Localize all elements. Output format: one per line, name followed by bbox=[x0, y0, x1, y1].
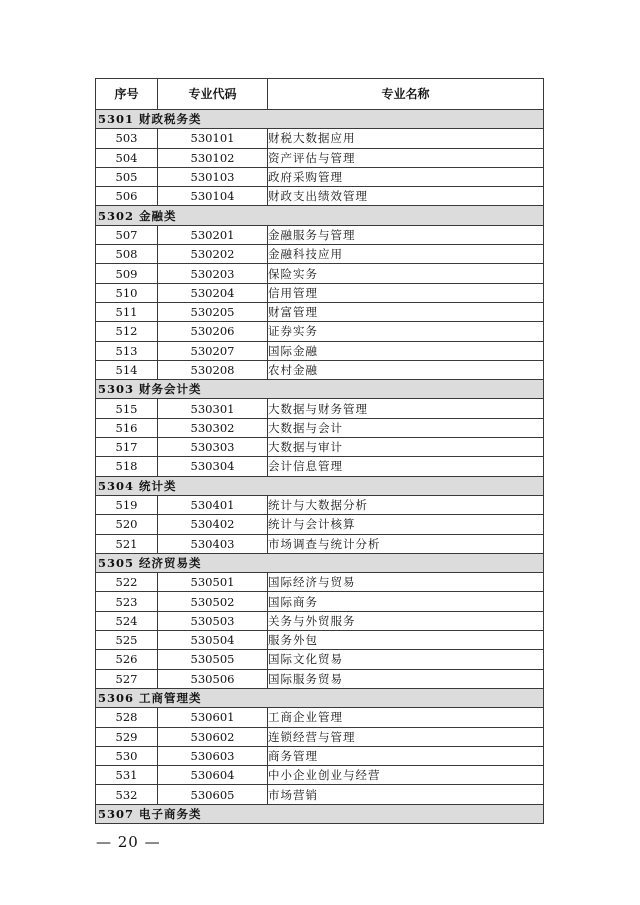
serial-cell: 506 bbox=[96, 187, 158, 206]
table-row bbox=[96, 302, 544, 321]
code-cell: 530203 bbox=[158, 264, 268, 283]
serial-cell: 531 bbox=[96, 766, 158, 785]
name-cell: 资产评估与管理 bbox=[268, 148, 544, 167]
code-cell: 530501 bbox=[158, 573, 268, 592]
serial-cell: 509 bbox=[96, 264, 158, 283]
code-cell: 530205 bbox=[158, 302, 268, 321]
code-cell: 530502 bbox=[158, 592, 268, 611]
name-cell: 证券实务 bbox=[268, 322, 544, 341]
serial-cell: 523 bbox=[96, 592, 158, 611]
category-row bbox=[96, 110, 544, 129]
code-cell: 530604 bbox=[158, 766, 268, 785]
table-row bbox=[96, 515, 544, 534]
name-cell: 商务管理 bbox=[268, 746, 544, 765]
name-cell: 统计与会计核算 bbox=[268, 515, 544, 534]
code-cell: 530208 bbox=[158, 360, 268, 379]
category-row bbox=[96, 804, 544, 823]
serial-cell: 513 bbox=[96, 341, 158, 360]
category-row bbox=[96, 553, 544, 572]
serial-cell: 510 bbox=[96, 283, 158, 302]
table-row bbox=[96, 766, 544, 785]
code-cell: 530204 bbox=[158, 283, 268, 302]
code-cell: 530201 bbox=[158, 225, 268, 244]
code-cell: 530401 bbox=[158, 495, 268, 514]
name-cell: 中小企业创业与经营 bbox=[268, 766, 544, 785]
category-row bbox=[96, 476, 544, 495]
table-row bbox=[96, 264, 544, 283]
serial-cell: 521 bbox=[96, 534, 158, 553]
category-label: 5302 金融类 bbox=[96, 206, 544, 225]
name-cell: 农村金融 bbox=[268, 360, 544, 379]
code-cell: 530206 bbox=[158, 322, 268, 341]
table-row bbox=[96, 592, 544, 611]
name-cell: 国际服务贸易 bbox=[268, 669, 544, 688]
name-cell: 财税大数据应用 bbox=[268, 129, 544, 148]
table-row bbox=[96, 360, 544, 379]
serial-cell: 532 bbox=[96, 785, 158, 804]
table-row bbox=[96, 283, 544, 302]
serial-cell: 517 bbox=[96, 438, 158, 457]
code-cell: 530304 bbox=[158, 457, 268, 476]
code-cell: 530506 bbox=[158, 669, 268, 688]
name-cell: 国际经济与贸易 bbox=[268, 573, 544, 592]
header-code: 专业代码 bbox=[158, 79, 268, 110]
category-label: 5305 经济贸易类 bbox=[96, 553, 544, 572]
code-cell: 530104 bbox=[158, 187, 268, 206]
serial-cell: 503 bbox=[96, 129, 158, 148]
name-cell: 保险实务 bbox=[268, 264, 544, 283]
table-row bbox=[96, 631, 544, 650]
serial-cell: 511 bbox=[96, 302, 158, 321]
name-cell: 大数据与财务管理 bbox=[268, 399, 544, 418]
name-cell: 财富管理 bbox=[268, 302, 544, 321]
table-row bbox=[96, 341, 544, 360]
majors-table bbox=[95, 78, 544, 824]
table-row bbox=[96, 727, 544, 746]
name-cell: 市场调查与统计分析 bbox=[268, 534, 544, 553]
serial-cell: 508 bbox=[96, 245, 158, 264]
table-row bbox=[96, 534, 544, 553]
code-cell: 530202 bbox=[158, 245, 268, 264]
serial-cell: 522 bbox=[96, 573, 158, 592]
page-number: — 20 — bbox=[96, 833, 161, 851]
table-row bbox=[96, 399, 544, 418]
serial-cell: 518 bbox=[96, 457, 158, 476]
serial-cell: 525 bbox=[96, 631, 158, 650]
category-label: 5306 工商管理类 bbox=[96, 688, 544, 707]
table-row bbox=[96, 148, 544, 167]
name-cell: 工商企业管理 bbox=[268, 708, 544, 727]
table-row bbox=[96, 225, 544, 244]
table-row bbox=[96, 322, 544, 341]
name-cell: 财政支出绩效管理 bbox=[268, 187, 544, 206]
code-cell: 530605 bbox=[158, 785, 268, 804]
table-row bbox=[96, 187, 544, 206]
code-cell: 530101 bbox=[158, 129, 268, 148]
code-cell: 530402 bbox=[158, 515, 268, 534]
serial-cell: 507 bbox=[96, 225, 158, 244]
category-row bbox=[96, 688, 544, 707]
serial-cell: 528 bbox=[96, 708, 158, 727]
table-row bbox=[96, 669, 544, 688]
name-cell: 信用管理 bbox=[268, 283, 544, 302]
serial-cell: 515 bbox=[96, 399, 158, 418]
code-cell: 530102 bbox=[158, 148, 268, 167]
table-row bbox=[96, 438, 544, 457]
name-cell: 国际金融 bbox=[268, 341, 544, 360]
code-cell: 530403 bbox=[158, 534, 268, 553]
header-name: 专业名称 bbox=[268, 79, 544, 110]
table-row bbox=[96, 457, 544, 476]
header-serial: 序号 bbox=[96, 79, 158, 110]
serial-cell: 504 bbox=[96, 148, 158, 167]
table-row bbox=[96, 573, 544, 592]
name-cell: 金融科技应用 bbox=[268, 245, 544, 264]
table-row bbox=[96, 245, 544, 264]
category-label: 5307 电子商务类 bbox=[96, 804, 544, 823]
code-cell: 530505 bbox=[158, 650, 268, 669]
code-cell: 530302 bbox=[158, 418, 268, 437]
category-row bbox=[96, 206, 544, 225]
serial-cell: 516 bbox=[96, 418, 158, 437]
name-cell: 大数据与会计 bbox=[268, 418, 544, 437]
serial-cell: 514 bbox=[96, 360, 158, 379]
code-cell: 530504 bbox=[158, 631, 268, 650]
name-cell: 国际商务 bbox=[268, 592, 544, 611]
code-cell: 530603 bbox=[158, 746, 268, 765]
code-cell: 530303 bbox=[158, 438, 268, 457]
table-row bbox=[96, 495, 544, 514]
serial-cell: 520 bbox=[96, 515, 158, 534]
serial-cell: 519 bbox=[96, 495, 158, 514]
table-row bbox=[96, 167, 544, 186]
code-cell: 530503 bbox=[158, 611, 268, 630]
serial-cell: 524 bbox=[96, 611, 158, 630]
serial-cell: 512 bbox=[96, 322, 158, 341]
table-body bbox=[96, 110, 544, 824]
category-label: 5304 统计类 bbox=[96, 476, 544, 495]
category-row bbox=[96, 380, 544, 399]
code-cell: 530601 bbox=[158, 708, 268, 727]
serial-cell: 526 bbox=[96, 650, 158, 669]
table-header-row bbox=[96, 79, 544, 110]
serial-cell: 527 bbox=[96, 669, 158, 688]
table-row bbox=[96, 418, 544, 437]
serial-cell: 529 bbox=[96, 727, 158, 746]
name-cell: 国际文化贸易 bbox=[268, 650, 544, 669]
table-row bbox=[96, 708, 544, 727]
table-row bbox=[96, 650, 544, 669]
table-row bbox=[96, 611, 544, 630]
serial-cell: 505 bbox=[96, 167, 158, 186]
name-cell: 关务与外贸服务 bbox=[268, 611, 544, 630]
name-cell: 服务外包 bbox=[268, 631, 544, 650]
code-cell: 530301 bbox=[158, 399, 268, 418]
table-row bbox=[96, 129, 544, 148]
code-cell: 530602 bbox=[158, 727, 268, 746]
table-row bbox=[96, 746, 544, 765]
serial-cell: 530 bbox=[96, 746, 158, 765]
code-cell: 530103 bbox=[158, 167, 268, 186]
name-cell: 金融服务与管理 bbox=[268, 225, 544, 244]
name-cell: 政府采购管理 bbox=[268, 167, 544, 186]
name-cell: 连锁经营与管理 bbox=[268, 727, 544, 746]
category-label: 5301 财政税务类 bbox=[96, 110, 544, 129]
category-label: 5303 财务会计类 bbox=[96, 380, 544, 399]
name-cell: 会计信息管理 bbox=[268, 457, 544, 476]
code-cell: 530207 bbox=[158, 341, 268, 360]
name-cell: 市场营销 bbox=[268, 785, 544, 804]
name-cell: 统计与大数据分析 bbox=[268, 495, 544, 514]
table-row bbox=[96, 785, 544, 804]
name-cell: 大数据与审计 bbox=[268, 438, 544, 457]
